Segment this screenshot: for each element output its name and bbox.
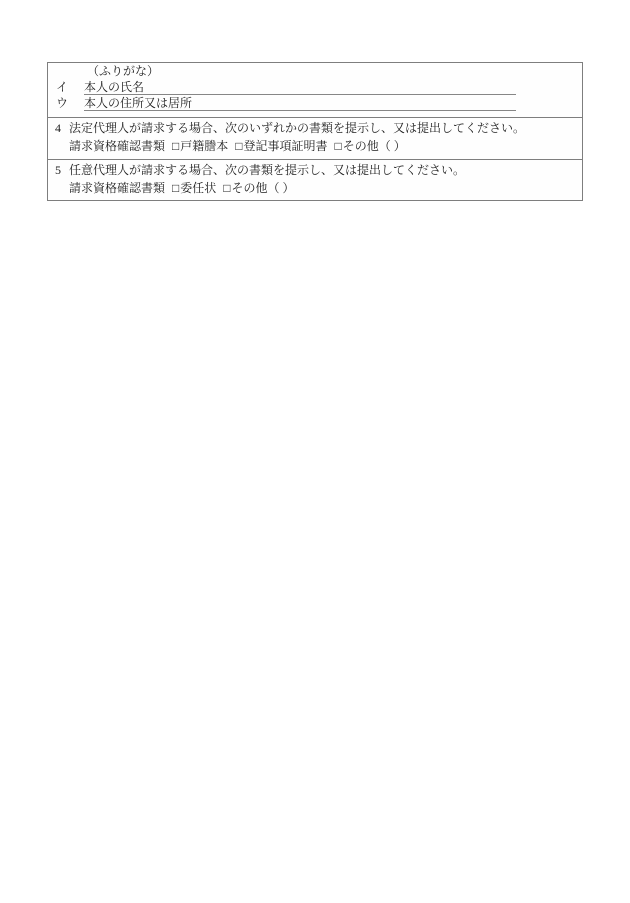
item-5-docs-label: 請求資格確認書類 — [69, 181, 166, 195]
option-label-item4-other: その他（ ） — [342, 139, 406, 153]
item-4-docs-label: 請求資格確認書類 — [69, 139, 166, 153]
request-form-table — [47, 62, 583, 201]
item-4-instruction-line — [48, 119, 582, 137]
address-row — [56, 95, 582, 111]
checkbox-option-item5-other — [223, 181, 294, 195]
address-row-label: 本人の住所又は居所 — [84, 96, 193, 110]
checkbox-icon: □ — [172, 139, 180, 153]
item-4-number: 4 — [55, 121, 61, 135]
checkbox-icon: □ — [223, 181, 231, 195]
address-fill-line — [84, 95, 516, 111]
option-label-item5-other: その他（ ） — [231, 181, 295, 195]
checkbox-option-item4-other — [335, 139, 406, 153]
item-4-instruction-text: 法定代理人が請求する場合、次のいずれかの書類を提示し、又は提出してください。 — [69, 121, 526, 135]
option-label-toki-shomeisho: 登記事項証明書 — [243, 139, 328, 153]
checkbox-icon: □ — [334, 139, 342, 153]
furigana-label: （ふりがな） — [87, 64, 160, 78]
applicant-info-section — [48, 63, 582, 117]
option-label-koseki-tohon: 戸籍謄本 — [180, 139, 229, 153]
item-5-instruction-line — [48, 161, 582, 179]
name-row-label: 本人の氏名 — [84, 80, 145, 94]
item-5-voluntary-representative-section — [48, 159, 582, 200]
checkbox-icon: □ — [235, 139, 243, 153]
item-4-documents-line — [48, 137, 582, 155]
name-fill-line — [84, 79, 516, 95]
checkbox-icon: □ — [172, 181, 180, 195]
item-5-instruction-text: 任意代理人が請求する場合、次の書類を提示し、又は提出してください。 — [69, 163, 466, 177]
item-5-number: 5 — [55, 163, 61, 177]
address-row-marker: ウ — [56, 96, 69, 110]
item-4-legal-representative-section — [48, 117, 582, 159]
checkbox-option-toki-shomeisho — [235, 139, 327, 153]
name-row-marker: イ — [56, 80, 69, 94]
item-5-documents-line — [48, 179, 582, 197]
option-label-ininjo: 委任状 — [180, 181, 217, 195]
checkbox-option-koseki-tohon — [172, 139, 228, 153]
name-row — [56, 79, 582, 95]
checkbox-option-ininjo — [172, 181, 216, 195]
